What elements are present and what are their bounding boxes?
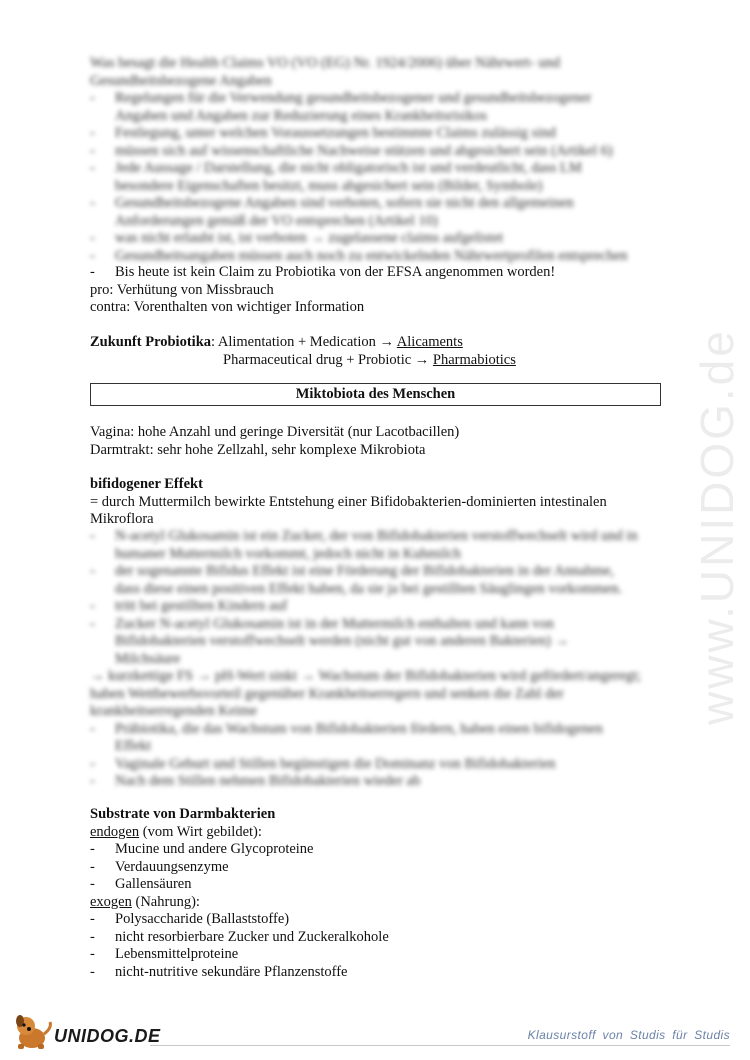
microbiota-lines: [90, 424, 459, 459]
endogen-term: endogen: [90, 823, 140, 840]
dog-mascot-icon: [12, 1012, 56, 1052]
list-item: - Verdauungsenzyme: [90, 859, 389, 877]
blurred-line: besondere Eigenschaften besitzt, muss abgesichert sein (Bilder, Symbole): [115, 177, 543, 194]
endogen-rest: (vom Wirt gebildet):: [139, 823, 262, 840]
vagina-line: Vagina: hohe Anzahl und geringe Diversität (nur Lacotbacillen): [90, 424, 460, 440]
list-item: - nicht resorbierbare Zucker und Zuckeralkohole: [90, 929, 389, 947]
substrate-block: [90, 806, 389, 981]
blurred-line: humaner Muttermilch vorkommt, jedoch nicht in Kuhmilch: [115, 545, 461, 562]
blurred-line: - Gesundheitsbezogene Angaben sind verboten, sofern sie nicht den allgemeinen: [90, 195, 628, 213]
blurred-line: - Gesundheitsangaben müssen auch noch zu entwickelnden Nährwertprofilen entsprechen: [90, 248, 628, 266]
blurred-line: Effekt: [115, 738, 151, 754]
claims-summary: [90, 264, 555, 317]
footer-rule: [150, 1045, 730, 1046]
blurred-line: haben Wettbewerbsvorteil gegenüber Krankheitserregern und senken die Zahl der: [90, 685, 564, 702]
logo-text: UNIDOG.DE: [54, 1026, 161, 1046]
blurred-line: - Jede Aussage / Darstellung, die nicht obligatorisch ist und verdeutlicht, dass LM: [90, 160, 628, 178]
blurred-line: Was besagt die Health Claims VO (VO (EG) Nr. 1924/2006) über Nährwert- und: [90, 55, 561, 71]
section-heading-box: Miktobiota des Menschen: [90, 383, 661, 406]
efsa-line: - Bis heute ist kein Claim zu Probiotika von der EFSA angenommen worden!: [90, 264, 555, 282]
contra-line: contra: Vorenthalten von wichtiger Information: [90, 299, 365, 315]
blurred-line: - N-acetyl Glukosamin ist ein Zucker, der von Bifidobakterien verstoffwechselt wird und in: [90, 528, 641, 546]
blurred-line: Milchsäure: [115, 650, 181, 667]
alicaments-term: Alicaments: [396, 334, 463, 350]
blurred-line: - tritt bei gestillten Kindern auf: [90, 598, 641, 616]
zukunft-block: [90, 334, 516, 369]
blurred-line: - müssen sich auf wissenschaftliche Nachweise stützen und abgesichert sein (Artikel 6): [90, 143, 628, 161]
blurred-line: - Vaginale Geburt und Stillen begünstigen die Dominanz von Bifidobakterien: [90, 756, 641, 774]
zukunft-label: Zukunft Probiotika: [90, 334, 212, 350]
exogen-term: exogen: [90, 893, 132, 910]
blurred-line: dass diese einen positiven Effekt haben, da sie ja bei gestillten Säuglingen vorkommen.: [115, 580, 623, 597]
blurred-line: - Festlegung, unter welchen Voraussetzungen bestimmte Claims zulässig sind: [90, 125, 628, 143]
blurred-line: - Regelungen für die Verwendung gesundheitsbezogener und gesundheitsbezogener: [90, 90, 628, 108]
blurred-line: → kurzkettige FS → pH-Wert sinkt → Wachstum der Bifidobakterien wird gefördert/angeregt;: [90, 668, 642, 684]
blurred-line: - Nach dem Stillen nehmen Bifidobakterien wieder ab: [90, 773, 641, 791]
list-item: - Gallensäuren: [90, 876, 389, 894]
blurred-line: - Präbiotika, die das Wachstum von Bifidobakterien fördern, haben einen bifidogenen: [90, 721, 641, 739]
zukunft-line2-text: Pharmaceutical drug + Probiotic →: [223, 351, 433, 368]
pro-line: pro: Verhütung von Missbrauch: [90, 281, 274, 298]
exogen-rest: (Nahrung):: [131, 893, 200, 910]
blurred-line: - der sogenannte Bifidus Effekt ist eine Förderung der Bifidobakterien in der Annahme,: [90, 563, 641, 581]
pharmabiotics-term: Pharmabiotics: [432, 351, 516, 368]
blurred-line: Anforderungen gemäß der VO entsprechen (Artikel 10): [115, 212, 438, 229]
list-item: - nicht-nutritive sekundäre Pflanzenstoffe: [90, 964, 389, 982]
blurred-top-block: [90, 55, 628, 265]
bifido-heading: bifidogener Effekt: [90, 476, 203, 492]
footer-text: Klausurstoff von Studis für Studis: [527, 1028, 730, 1042]
blurred-line: Angaben und Angaben zur Reduzierung eines Krankheitsrisikos: [115, 107, 488, 124]
blurred-line: krankheitserregenden Keime: [90, 703, 258, 719]
blurred-line: Bifidobakterien verstoffwechselt werden (nicht gut von anderen Bakterien) →: [115, 633, 569, 649]
unidog-logo: [12, 1012, 162, 1052]
bifido-def-line: Mikroflora: [90, 511, 154, 527]
blurred-line: Gesundheitsbezogene Angaben: [90, 72, 272, 89]
substrate-heading: Substrate von Darmbakterien: [90, 806, 276, 822]
blurred-mid-block: [90, 528, 641, 791]
list-item: - Lebensmittelproteine: [90, 946, 389, 964]
bifido-block: [90, 476, 607, 529]
zukunft-line1-text: : Alimentation + Medication →: [211, 334, 397, 350]
watermark-text: www.UNIDOG.de: [691, 328, 743, 725]
list-item: - Polysaccharide (Ballaststoffe): [90, 911, 389, 929]
blurred-line: - Zucker N-acetyl Glukosamin ist in der Muttermilch enthalten und kann von: [90, 616, 641, 634]
blurred-line: - was nicht erlaubt ist, ist verboten → zugelassene claims aufgelistet: [90, 230, 628, 248]
list-item: - Mucine und andere Glycoproteine: [90, 841, 389, 859]
darm-line: Darmtrakt: sehr hohe Zellzahl, sehr komplexe Mikrobiota: [90, 441, 426, 458]
bifido-def-line: = durch Muttermilch bewirkte Entstehung einer Bifidobakterien-dominierten intestinalen: [90, 493, 607, 510]
